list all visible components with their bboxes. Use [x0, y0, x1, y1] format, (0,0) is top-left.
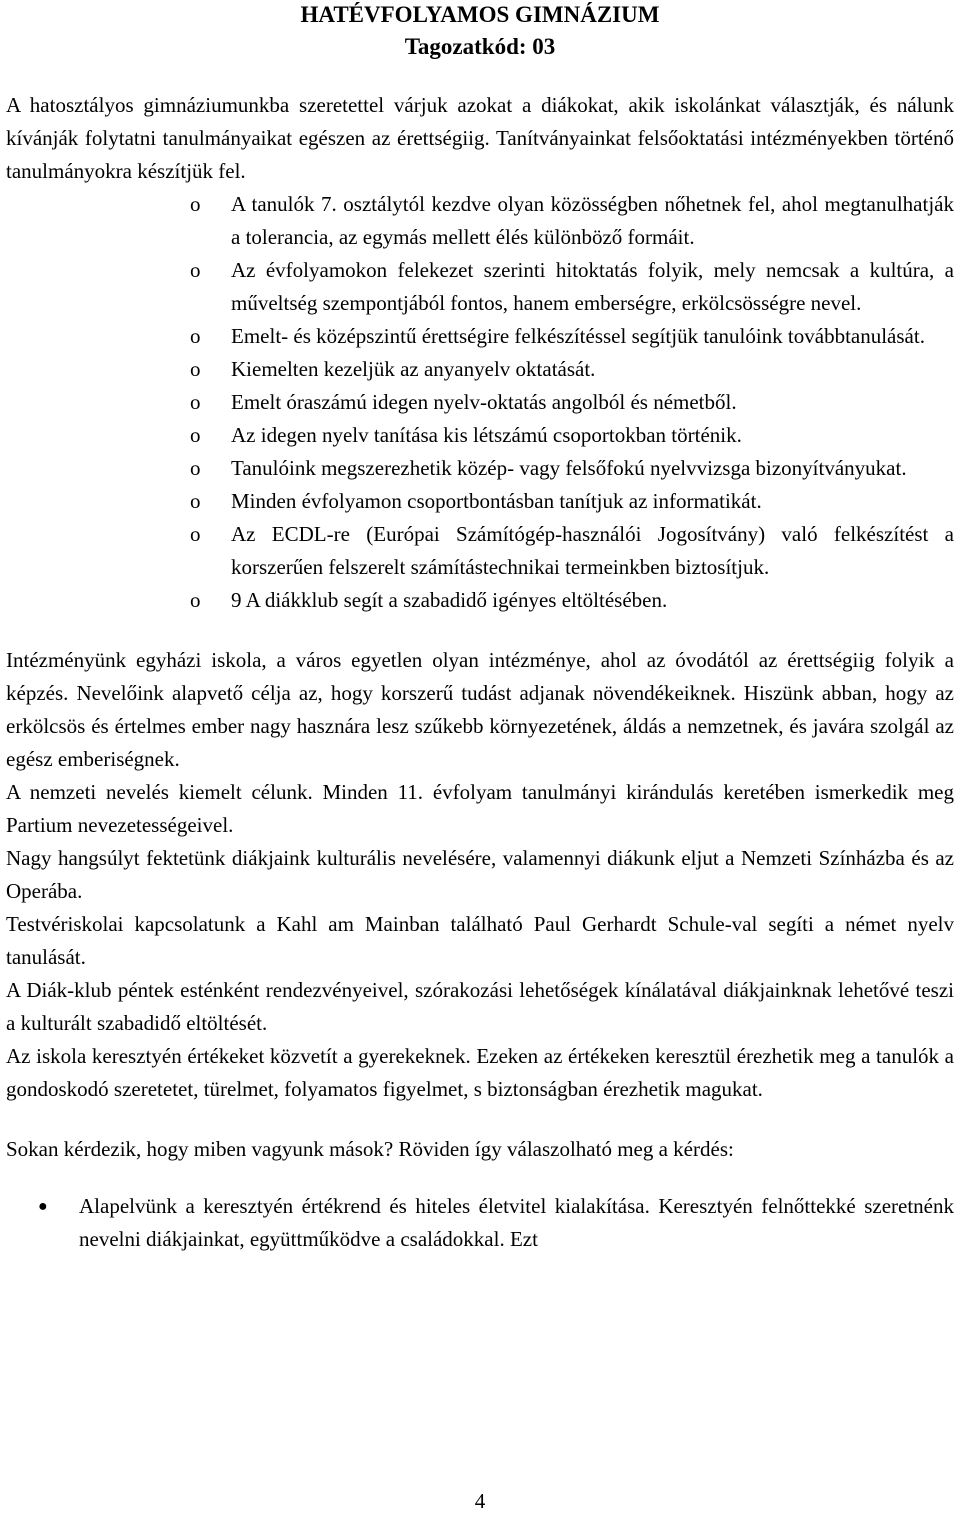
list-marker: o — [190, 192, 201, 216]
body-paragraph: A Diák-klub péntek esténként rendezvényeivel, szórakozási lehetőségek kínálatával diákjainknak lehetővé teszi a kulturált szabadidő eltöltését. — [6, 978, 954, 1035]
list-item: o Kiemelten kezeljük az anyanyelv oktatását. — [6, 353, 954, 386]
body-paragraph: Az iskola keresztyén értékeket közvetít a gyerekeknek. Ezeken az értékeken keresztül érezhetik meg a tanulók a gondoskodó szeretetet, türelmet, folyamatos figyelmet, s biztonságban érezhetik magukat. — [6, 1044, 954, 1101]
list-item: o Emelt óraszámú idegen nyelv-oktatás angolból és németből. — [6, 386, 954, 419]
list-marker: o — [190, 588, 201, 612]
body-paragraph: Intézményünk egyházi iskola, a város egyetlen olyan intézménye, ahol az óvodától az érettségiig folyik a képzés. Nevelőink alapvető célja az, hogy korszerű tudást adjanak növendékeiknek. Hiszünk abban, hogy az erkölcsös és értelmes ember nagy hasznára lesz szűkebb környezetének, áldás a nemzetnek, és javára szolgál az egész emberiségnek. — [6, 648, 954, 771]
question-paragraph: Sokan kérdezik, hogy miben vagyunk mások? Röviden így válaszolható meg a kérdés: — [6, 1137, 734, 1161]
list-item: o Minden évfolyamon csoportbontásban tanítjuk az informatikát. — [6, 485, 954, 518]
list-marker: o — [190, 489, 201, 513]
list-marker: o — [190, 324, 201, 348]
body-paragraph: Nagy hangsúlyt fektetünk diákjaink kulturális nevelésére, valamennyi diákunk eljut a Nemzeti Színházba és az Operába. — [6, 846, 954, 903]
list-item: o Az évfolyamokon felekezet szerinti hitoktatás folyik, mely nemcsak a kultúra, a műveltség szempontjából fontos, hanem emberségre, erkölcsösségre nevel. — [6, 254, 954, 320]
document-title: HATÉVFOLYAMOS GIMNÁZIUM — [300, 2, 660, 27]
list-marker: o — [190, 456, 201, 480]
feature-list — [6, 188, 954, 617]
list-marker: o — [190, 423, 201, 447]
list-item: o Az idegen nyelv tanítása kis létszámú csoportokban történik. — [6, 419, 954, 452]
answer-list — [6, 1190, 954, 1256]
document-subtitle: Tagozatkód: 03 — [404, 34, 556, 59]
list-item: ● Alapelvünk a keresztyén értékrend és hiteles életvitel kialakítása. Keresztyén felnőttekké szeretnénk nevelni diákjainkat, együttműködve a családokkal. Ezt — [6, 1190, 954, 1256]
body-paragraph: A nemzeti nevelés kiemelt célunk. Minden 11. évfolyam tanulmányi kirándulás keretében ismerkedik meg Partium nevezetességeivel. — [6, 780, 954, 837]
page-number: 4 — [474, 1489, 486, 1513]
list-item: o Az ECDL-re (Európai Számítógép-használói Jogosítvány) való felkészítést a korszerűen felszerelt számítástechnikai termeinkben biztosítjuk. — [6, 518, 954, 584]
body-paragraph: Testvériskolai kapcsolatunk a Kahl am Mainban található Paul Gerhardt Schule-val segíti a német nyelv tanulását. — [6, 912, 954, 969]
bullet-icon: ● — [38, 1198, 48, 1215]
list-marker: o — [190, 258, 201, 282]
list-marker: o — [190, 522, 201, 546]
list-marker: o — [190, 390, 201, 414]
list-marker: o — [190, 357, 201, 381]
document-page — [6, 0, 954, 1256]
list-item: o 9 A diákklub segít a szabadidő igényes eltöltésében. — [6, 584, 954, 617]
intro-paragraph: A hatosztályos gimnáziumunkba szeretettel várjuk azokat a diákokat, akik iskolánkat választják, és nálunk kívánják folytatni tanulmányaikat egészen az érettségiig. Tanítványainkat felsőoktatási intézményekben történő tanulmányokra készítjük fel. — [6, 93, 954, 183]
list-item: o Emelt- és középszintű érettségire felkészítéssel segítjük tanulóink továbbtanulását. — [6, 320, 954, 353]
body-section — [6, 644, 954, 1106]
list-item: o A tanulók 7. osztálytól kezdve olyan közösségben nőhetnek fel, ahol megtanulhatják a tolerancia, az egymás mellett élés különböző formáit. — [6, 188, 954, 254]
list-item: o Tanulóink megszerezhetik közép- vagy felsőfokú nyelvvizsga bizonyítványukat. — [6, 452, 954, 485]
